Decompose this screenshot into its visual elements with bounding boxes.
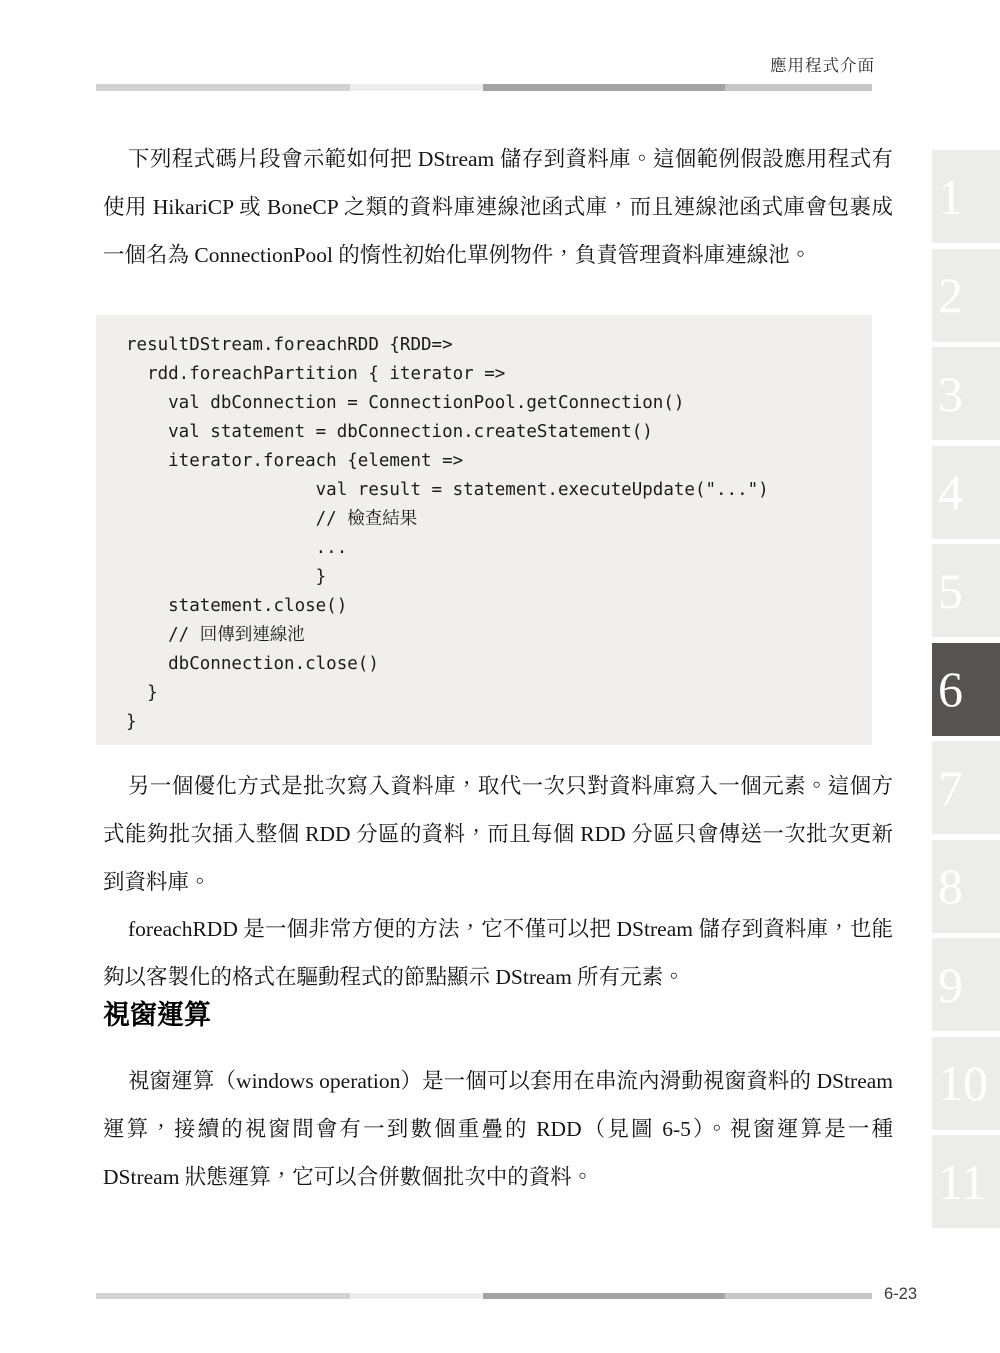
chapter-tab-number: 3 (938, 365, 963, 422)
code-line: ... (126, 538, 348, 558)
paragraph-foreachrdd-convenience: foreachRDD 是一個非常方便的方法，它不僅可以把 DStream 儲存到資料庫，也能夠以客製化的格式在驅動程式的節點顯示 DStream 所有元素。 (103, 917, 893, 989)
footer-rule-segment (483, 1293, 725, 1299)
chapter-thumb-tabs (932, 150, 1000, 1234)
code-line: rdd.foreachPartition { iterator => (126, 364, 506, 384)
running-head-section-title: 應用程式介面 (770, 56, 875, 75)
paragraph-dstream-save-db: 下列程式碼片段會示範如何把 DStream 儲存到資料庫。這個範例假設應用程式有使用 HikariCP 或 BoneCP 之類的資料庫連線池函式庫，而且連線池函式庫會包裹成一個名為 ConnectionPool 的惰性初始化單例物件，負責管理資料庫連線池。 (103, 147, 893, 267)
footer-rule-segment (350, 1293, 483, 1299)
chapter-tab-3 (932, 347, 1000, 440)
chapter-tab-number: 11 (938, 1153, 987, 1210)
code-line: iterator.foreach {element => (126, 451, 464, 471)
code-line: val dbConnection = ConnectionPool.getConnection() (126, 393, 685, 413)
chapter-tab-number: 9 (938, 956, 963, 1013)
header-rule-segment (350, 84, 483, 91)
chapter-tab-number: 1 (938, 168, 963, 225)
header-rule-segment (725, 84, 872, 91)
header-rule-segment (96, 84, 350, 91)
chapter-tab-4 (932, 446, 1000, 539)
header-rule-segment (483, 84, 725, 91)
chapter-tab-number: 8 (938, 858, 963, 914)
footer-rule (96, 1293, 872, 1299)
chapter-tab-10 (932, 1037, 1000, 1130)
chapter-tab-number: 5 (938, 562, 963, 619)
code-line: // 回傳到連線池 (126, 625, 305, 645)
chapter-tab-number: 10 (938, 1055, 988, 1111)
paragraph-window-operations-intro: 視窗運算（windows operation）是一個可以套用在串流內滑動視窗資料的 DStream 運算，接續的視窗間會有一到數個重疊的 RDD（見圖 6-5）。視窗運算是一種 DStream 狀態運算，它可以合併數個批次中的資料。 (103, 1069, 893, 1189)
chapter-tab-9 (932, 938, 1000, 1031)
code-line: } (126, 712, 137, 732)
section-heading-window-operations: 視窗運算 (103, 1000, 211, 1030)
code-line: dbConnection.close() (126, 654, 379, 674)
chapter-tab-6-active (932, 643, 1000, 736)
chapter-tab-5 (932, 544, 1000, 637)
chapter-tab-7 (932, 741, 1000, 834)
code-line: resultDStream.foreachRDD {RDD=> (126, 335, 453, 355)
code-line: val statement = dbConnection.createStatement() (126, 422, 653, 442)
chapter-tab-8 (932, 840, 1000, 933)
page-number: 6-23 (884, 1285, 918, 1303)
code-line: } (126, 683, 158, 703)
code-block-foreachrdd (96, 315, 872, 745)
code-line: val result = statement.executeUpdate("...") (126, 480, 769, 500)
paragraph-batch-write: 另一個優化方式是批次寫入資料庫，取代一次只對資料庫寫入一個元素。這個方式能夠批次插入整個 RDD 分區的資料，而且每個 RDD 分區只會傳送一次批次更新到資料庫。 (103, 774, 893, 894)
header-rule (96, 84, 872, 91)
chapter-tab-number: 7 (938, 759, 963, 816)
code-line: } (126, 567, 327, 587)
chapter-tab-number: 4 (938, 464, 963, 520)
code-listing (126, 331, 872, 737)
chapter-tab-2 (932, 249, 1000, 342)
footer-rule-segment (96, 1293, 350, 1299)
chapter-tab-number: 6 (938, 661, 963, 717)
chapter-tab-11 (932, 1135, 1000, 1228)
chapter-tab-1 (932, 150, 1000, 243)
footer-rule-segment (725, 1293, 872, 1299)
chapter-tab-number: 2 (938, 267, 963, 323)
code-line: statement.close() (126, 596, 348, 616)
code-line: // 檢查結果 (126, 509, 418, 529)
